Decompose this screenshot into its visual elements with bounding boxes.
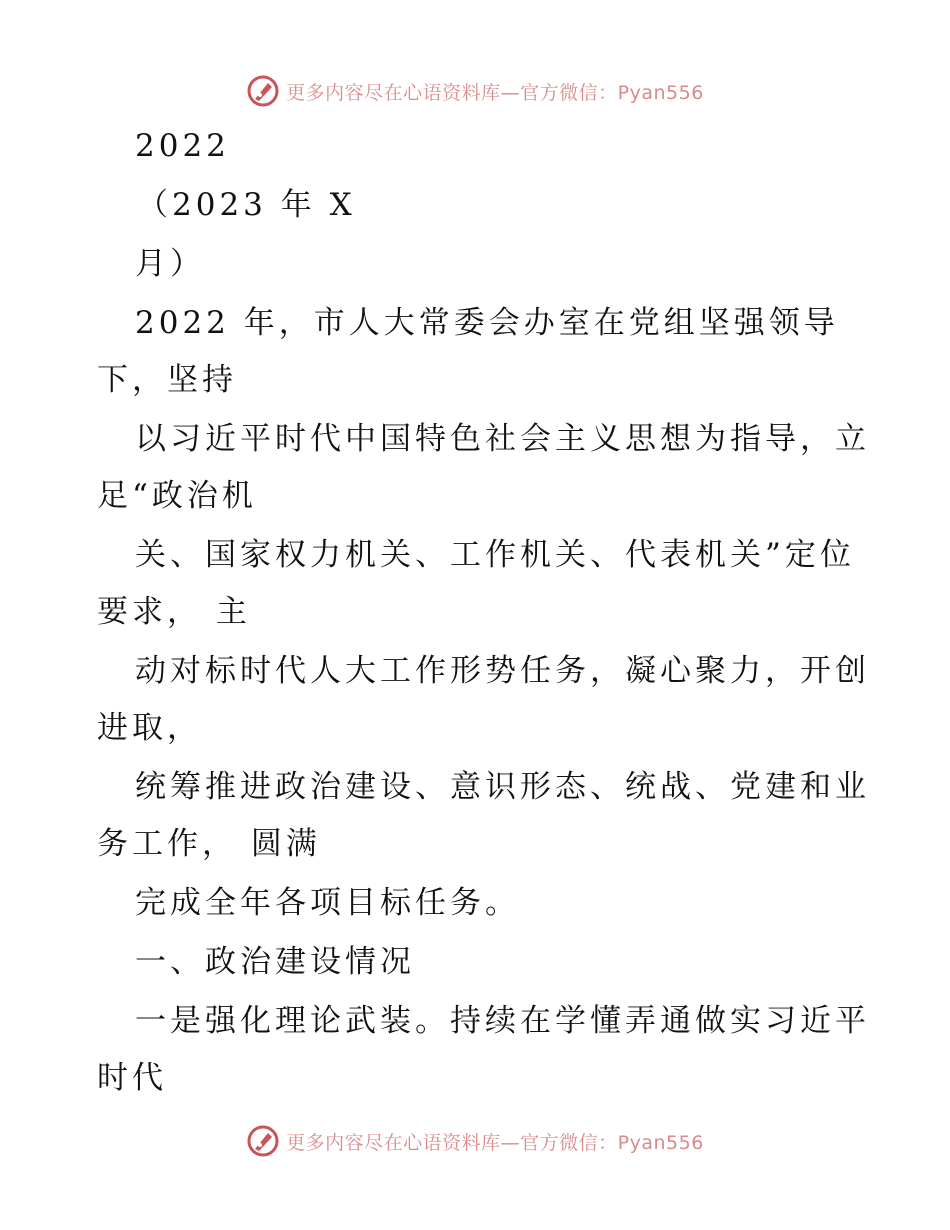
doc-line: 进取， [97,710,202,746]
header-watermark [0,71,950,111]
doc-line: 关、国家权力机关、工作机关、代表机关”定位 [135,537,855,573]
doc-line: 完成全年各项目标任务。 [135,885,520,921]
doc-line: 下，坚持 [97,362,237,398]
doc-line: 一是强化理论武装。持续在学懂弄通做实习近平 [135,1003,870,1039]
watermark-text: 更多内容尽在心语资料库—官方微信：Pyan556 [286,81,704,104]
pen-nib-circle-icon [246,74,280,108]
doc-line: 足“政治机 [97,478,257,514]
doc-line: 2022 年，市人大常委会办室在党组坚强领导 [135,305,839,341]
doc-line: 务工作， 圆满 [97,826,321,862]
doc-line: 统筹推进政治建设、意识形态、统战、党建和业 [135,769,870,805]
doc-line: 以习近平时代中国特色社会主义思想为指导，立 [135,421,870,457]
doc-line: （2023 年 X [137,187,356,223]
pen-nib-circle-icon [246,1124,280,1158]
watermark-text: 更多内容尽在心语资料库—官方微信：Pyan556 [286,1131,704,1154]
doc-line: 时代 [97,1060,167,1096]
doc-line: 要求， 主 [97,594,251,630]
doc-line: 动对标时代人大工作形势任务，凝心聚力，开创 [135,653,870,689]
section-heading: 一、政治建设情况 [135,944,415,980]
doc-line: 月） [135,246,205,282]
footer-watermark [0,1121,950,1161]
doc-line: 2022 [135,128,230,164]
